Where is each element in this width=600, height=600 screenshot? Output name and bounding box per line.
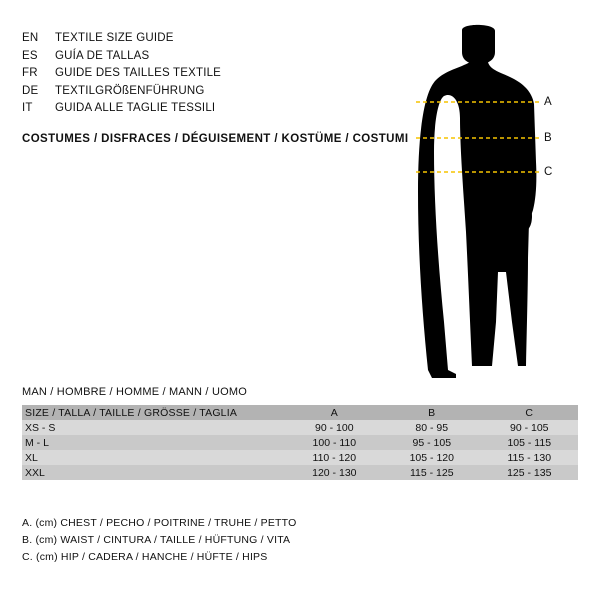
table-header-row [22,405,578,420]
cell-b: 80 - 95 [383,420,480,435]
table-header-b: B [383,405,480,420]
size-table [22,405,578,480]
measure-label-c: C [544,166,553,178]
language-row-fr [22,65,352,83]
table-row [22,420,578,435]
table-header-size: SIZE / TALLA / TAILLE / GRÖSSE / TAGLIA [22,405,286,420]
cell-b: 95 - 105 [383,435,480,450]
cell-c: 90 - 105 [481,420,578,435]
table-header-a: A [286,405,383,420]
language-row-it [22,100,352,118]
language-code: IT [22,102,33,114]
cell-c: 125 - 135 [481,465,578,480]
body-figure [400,22,575,382]
table-row [22,465,578,480]
note-b: B. (cm) WAIST / CINTURA / TAILLE / HÜFTUNG / VITA [22,534,291,546]
mannequin-silhouette-icon [400,22,575,382]
size-table-section [22,386,578,480]
cell-a: 90 - 100 [286,420,383,435]
language-title: GUIDE DES TAILLES TEXTILE [55,67,222,79]
table-header-c: C [481,405,578,420]
cell-a: 120 - 130 [286,465,383,480]
cell-size: XL [22,450,286,465]
cell-c: 115 - 130 [481,450,578,465]
cell-a: 100 - 110 [286,435,383,450]
cell-a: 110 - 120 [286,450,383,465]
language-code: ES [22,49,38,62]
language-row-de [22,83,352,101]
cell-b: 115 - 125 [383,465,480,480]
language-title: GUÍA DE TALLAS [55,49,150,62]
cell-size: M - L [22,435,286,450]
language-row-en [22,30,352,48]
language-list [22,30,352,118]
language-code: FR [22,67,38,79]
costumes-subtitle: COSTUMES / DISFRACES / DÉGUISEMENT / KOSTÜME / COSTUMI [22,133,409,145]
measure-label-b: B [544,132,552,144]
language-code: EN [22,32,39,44]
measure-label-a: A [544,96,552,108]
table-row [22,435,578,450]
cell-size: XXL [22,465,286,480]
language-code: DE [22,84,39,97]
cell-b: 105 - 120 [383,450,480,465]
language-title: TEXTILGRÖßENFÜHRUNG [55,84,205,97]
language-title: TEXTILE SIZE GUIDE [55,32,174,44]
language-row-es [22,48,352,66]
table-row [22,450,578,465]
note-a: A. (cm) CHEST / PECHO / POITRINE / TRUHE / PETTO [22,517,297,529]
cell-size: XS - S [22,420,286,435]
measurement-notes [22,515,442,566]
cell-c: 105 - 115 [481,435,578,450]
language-title: GUIDA ALLE TAGLIE TESSILI [55,102,216,114]
note-c: C. (cm) HIP / CADERA / HANCHE / HÜFTE / HIPS [22,551,268,563]
table-group-title: MAN / HOMBRE / HOMME / MANN / UOMO [22,386,247,398]
